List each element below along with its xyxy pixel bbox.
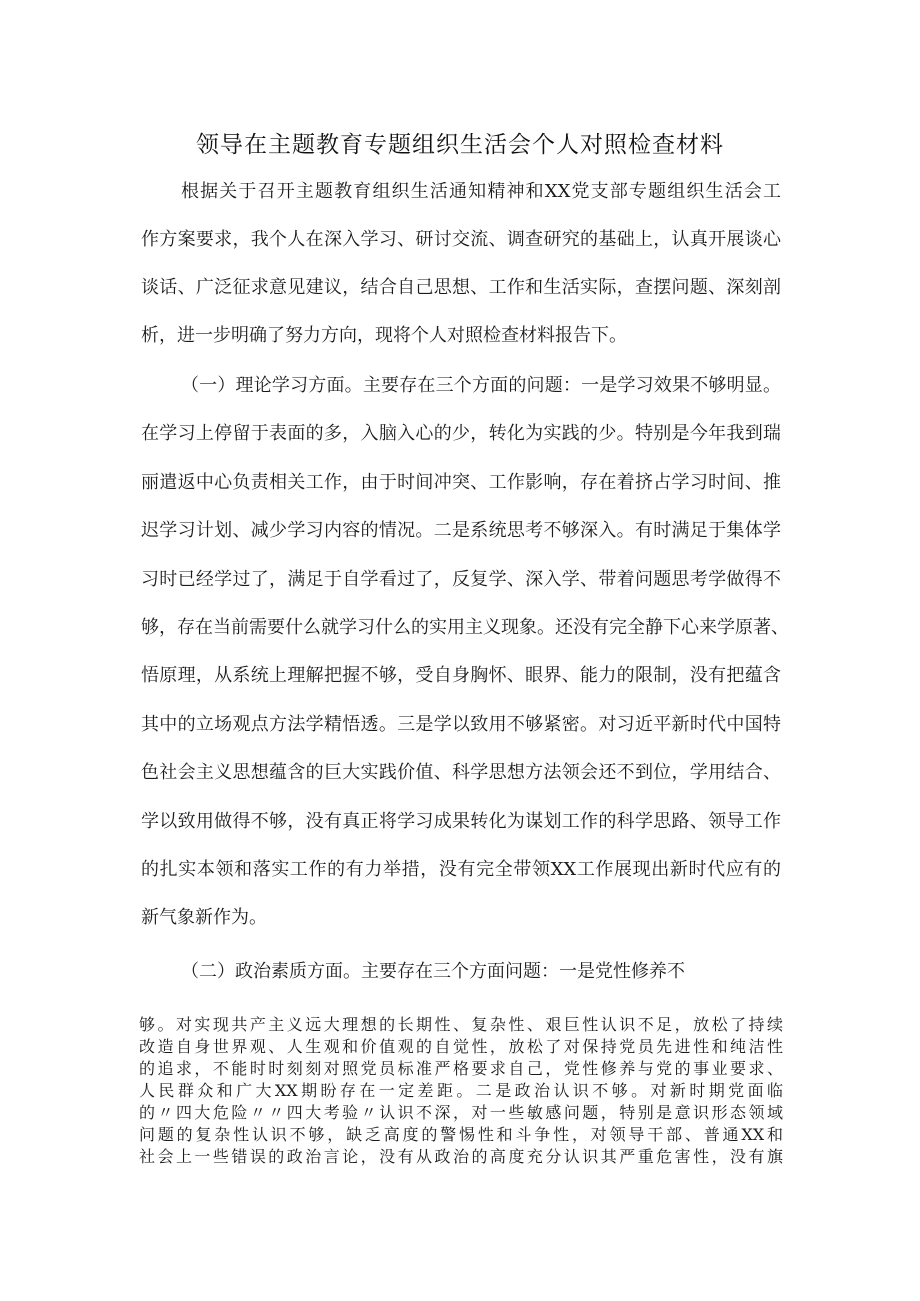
paragraph-line: （二）政治素质方面。主要存在三个方面问题：一是党性修养不 <box>181 961 685 982</box>
paragraph-line: 的扎实本领和落实工作的有力举措，没有完全带领XX工作展现出新时代应有的 <box>141 859 781 880</box>
paragraph-line: 人民群众和广大XX期盼存在一定差距。二是政治认识不够。对新时期党面临 <box>139 1081 783 1100</box>
paragraph-line: 迟学习计划、减少学习内容的情况。二是系统思考不够深入。有时满足于集体学 <box>141 520 781 541</box>
paragraph-line: 的〃四大危险〃〃四大考验〃认识不深，对一些敏感问题，特别是意识形态领域 <box>139 1103 783 1122</box>
paragraph-line: 够，存在当前需要什么就学习什么的实用主义现象。还没有完全静下心来学原著、 <box>141 617 789 638</box>
paragraph-line: 在学习上停留于表面的多，入脑入心的少，转化为实践的少。特别是今年我到瑞 <box>141 423 781 444</box>
paragraph-line: 析，进一步明确了努力方向，现将个人对照检查材料报告下。 <box>141 325 627 346</box>
paragraph-line: 其中的立场观点方法学精悟透。三是学以致用不够紧密。对习近平新时代中国特 <box>141 714 781 735</box>
paragraph-line: 社会上一些错误的政治言论，没有从政治的高度充分认识其严重危害性，没有旗 <box>139 1147 783 1166</box>
paragraph-line: 习时已经学过了，满足于自学看过了，反复学、深入学、带着问题思考学做得不 <box>141 569 781 590</box>
paragraph-line: 色社会主义思想蕴含的巨大实践价值、科学思想方法领会还不到位，学用结合、 <box>141 762 781 783</box>
paragraph-line: 改造自身世界观、人生观和价值观的自觉性，放松了对保持党员先进性和纯洁性 <box>139 1037 783 1056</box>
paragraph-line: 作方案要求，我个人在深入学习、研讨交流、调查研究的基础上，认真开展谈心 <box>141 229 781 250</box>
paragraph-line: 根据关于召开主题教育组织生活通知精神和XX党支部专题组织生活会工 <box>181 181 781 202</box>
paragraph-line: 问题的复杂性认识不够，缺乏高度的警惕性和斗争性，对领导干部、普通XX和 <box>139 1125 783 1144</box>
paragraph-line: 够。对实现共产主义远大理想的长期性、复杂性、艰巨性认识不足，放松了持续 <box>139 1015 783 1034</box>
paragraph-line: 悟原理，从系统上理解把握不够，受自身胸怀、眼界、能力的限制，没有把蕴含 <box>141 665 781 686</box>
document-title: 领导在主题教育专题组织生活会个人对照检查材料 <box>196 132 724 158</box>
paragraph-line: 谈话、广泛征求意见建议，结合自己思想、工作和生活实际，查摆问题、深刻剖 <box>141 277 781 298</box>
paragraph-line: 新气象新作为。 <box>141 907 267 928</box>
paragraph-line: 的追求，不能时时刻刻对照党员标准严格要求自己，党性修养与党的事业要求、 <box>139 1059 783 1078</box>
paragraph-line: 丽遣返中心负责相关工作，由于时间冲突、工作影响，存在着挤占学习时间、推 <box>141 472 781 493</box>
paragraph-line: 学以致用做得不够，没有真正将学习成果转化为谋划工作的科学思路、领导工作 <box>141 811 781 832</box>
paragraph-line: （一）理论学习方面。主要存在三个方面的问题：一是学习效果不够明显。 <box>181 375 781 396</box>
